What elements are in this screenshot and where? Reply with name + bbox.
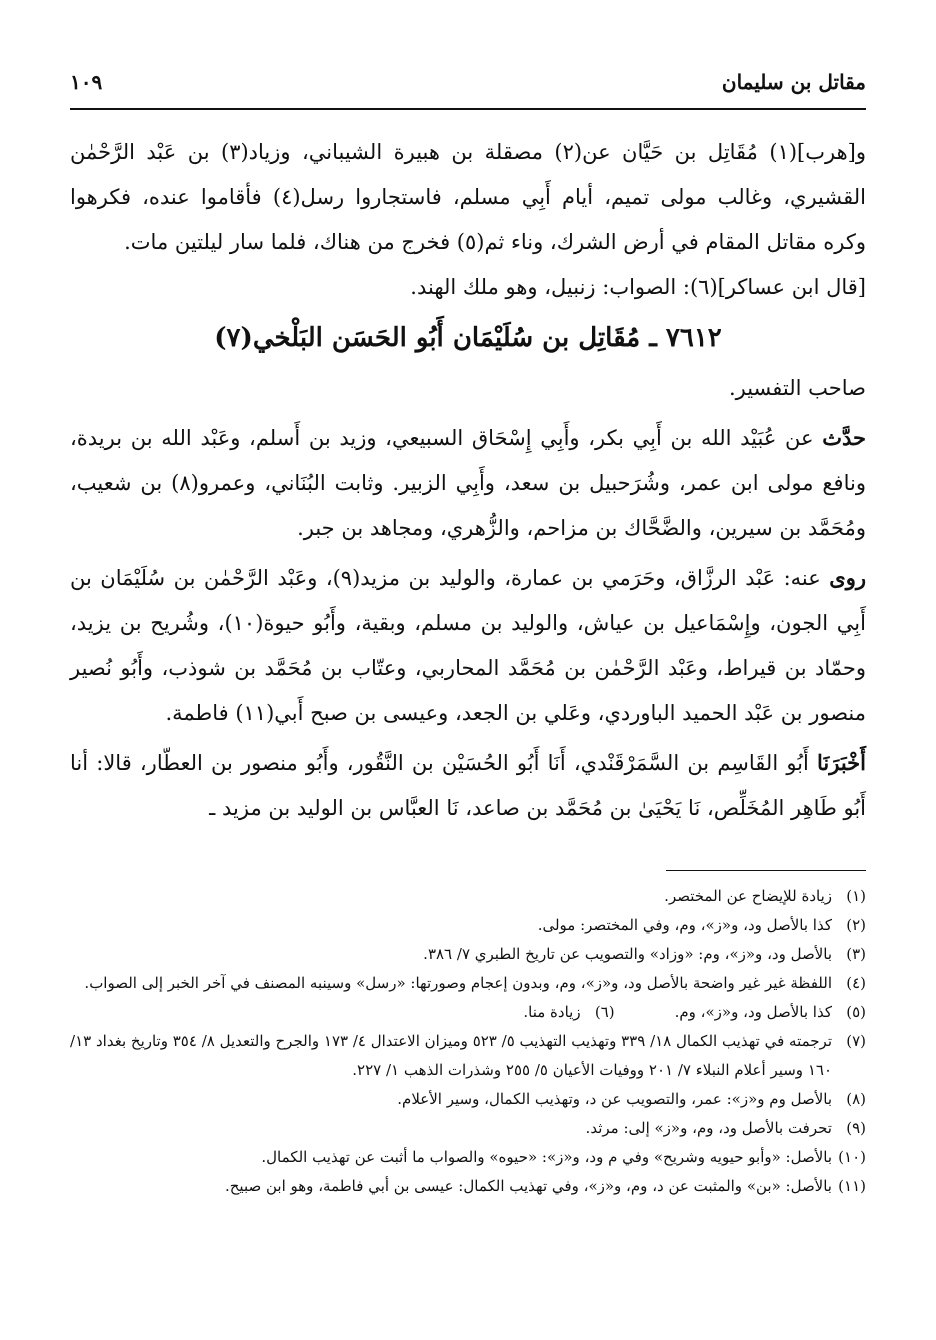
footnote-number: (١٠): [838, 1148, 866, 1166]
footnote-6: [523, 998, 614, 1027]
footnote-text: تحرفت بالأصل ود، وم، و«ز» إلى: مرثد.: [585, 1119, 832, 1137]
narrators-text: عنه: عَبْد الرزَّاق، وحَرَمي بن عمارة، والوليد بن مزيد(٩)، وعَبْد الرَّحْمٰن بن سُلَيْمَان بن أَبِي الجون، وإِسْمَاعيل بن عياش، والوليد بن مسلم، وبقية، وأَبُو حيوة(١٠)، وشُريح بن يزيد، وحمّاد بن قيراط، وعَبْد الرَّحْمٰن بن مُحَمَّد المحاربي، وعتّاب بن مُحَمَّد بن شوذب، وأَبُو نُصير منصور بن عَبْد الحميد الباوردي، وعَلي بن الجعد، وعيسى بن صبح أَبي(١١) فاطمة.: [70, 566, 866, 725]
isnad-text: أَبُو القَاسِم بن السَّمَرْقَنْدي، أَنَا أَبُو الحُسَيْن بن النَّقُور، وأَبُو منصور بن العطّار، قالا: أنا أَبُو طَاهِر المُخَلِّص، نَا يَحْيَىٰ بن مُحَمَّد بن صاعد، نَا العبَّاس بن الوليد بن مزيد ـ: [70, 751, 866, 820]
entry-title: ٧٦١٢ ـ مُقَاتِل بن سُلَيْمَان أَبُو الحَسَن البَلْخي(٧): [214, 323, 722, 353]
lead-word-akhbarana: أَخْبَرَنَا: [817, 750, 866, 775]
footnote-number: (٥): [846, 1003, 866, 1021]
footnote-text: بالأصل: «وأبو حيويه وشريح» وفي م ود، و«ز»: «حيوه» والصواب ما أثبت عن تهذيب الكمال.: [261, 1148, 832, 1166]
page-number: ١٠٩: [70, 70, 103, 94]
footnote-text: زيادة للإيضاح عن المختصر.: [664, 887, 832, 905]
footnote-text: ترجمته في تهذيب الكمال ١٨/ ٣٣٩ وتهذيب التهذيب ٥/ ٥٢٣ وميزان الاعتدال ٤/ ١٧٣ والجرح والتعديل ٨/ ٣٥٤ وتاريخ بغداد ١٣/ ١٦٠ وسير أعلام النبلاء ٧/ ٢٠١ ووفيات الأعيان ٥/ ٢٥٥ وشذرات الذهب ١/ ٢٢٧.: [70, 1032, 832, 1079]
footnote-2: [70, 911, 866, 940]
paragraph-narrators: [70, 555, 866, 736]
book-title: مقاتل بن سليمان: [721, 70, 866, 94]
header-rule: [70, 108, 866, 110]
main-text: [70, 130, 866, 831]
footnote-text: بالأصل ود، و«ز»، وم: «وزاد» والتصويب عن تاريخ الطبري ٧/ ٣٨٦.: [423, 945, 832, 963]
paragraph-narrated-from: [70, 415, 866, 551]
paragraph-ibn-asakir-note: [قال ابن عساكر](٦): الصواب: زنبيل، وهو ملك الهند.: [410, 275, 866, 299]
footnote-10: [70, 1143, 866, 1172]
footnote-pair-5-6: [70, 998, 866, 1027]
footnote-number: (٤): [846, 974, 866, 992]
footnote-text: كذا بالأصل ود، و«ز»، وم، وفي المختصر: مولى.: [537, 916, 832, 934]
footnote-number: (٢): [846, 916, 866, 934]
lead-word-haddath: حدَّث: [822, 425, 866, 450]
footnote-text: بالأصل وم و«ز»: عمر، والتصويب عن د، وتهذيب الكمال، وسير الأعلام.: [397, 1090, 832, 1108]
running-header: [70, 62, 866, 102]
footnote-rule: [666, 870, 866, 871]
footnote-text: بالأصل: «بن» والمثبت عن د، وم، و«ز»، وفي تهذيب الكمال: عيسى بن أبي فاطمة، وهو ابن صبيح.: [224, 1177, 832, 1195]
narrated-from-text: عن عُبَيْد الله بن أَبِي بكر، وأَبِي إِسْحَاق السبيعي، وزيد بن أَسلم، وعَبْد الله بن بريدة، ونافع مولى ابن عمر، وشُرَحبيل بن سعد، وأَبِي الزبير. وثابت البُنَاني، وعمرو(٨) بن شعيب، ومُحَمَّد بن سيرين، والضَّحَّاك بن مزاحم، والزُّهري، ومجاهد بن جبر.: [70, 426, 866, 540]
footnote-number: (٩): [846, 1119, 866, 1137]
footnote-7: [70, 1027, 866, 1085]
footnote-number: (١١): [838, 1177, 866, 1195]
paragraph-isnad: [70, 740, 866, 831]
footnote-11: [70, 1172, 866, 1201]
footnotes: [70, 882, 866, 1201]
footnote-1: [70, 882, 866, 911]
footnote-9: [70, 1114, 866, 1143]
paragraph-description: صاحب التفسير.: [728, 376, 866, 400]
footnote-8: [70, 1085, 866, 1114]
footnote-4: [70, 969, 866, 998]
footnote-number: (٦): [594, 1003, 615, 1021]
lead-word-rawa: روى: [829, 565, 866, 590]
footnote-text: كذا بالأصل ود، و«ز»، وم.: [674, 1003, 832, 1021]
footnote-number: (٨): [846, 1090, 866, 1108]
footnote-text: اللفظة غير غير واضحة بالأصل ود، و«ز»، وم، وبدون إعجام وصورتها: «رسل» وسينبه المصنف في آخر الخبر إلى الصواب.: [84, 974, 832, 992]
paragraph-flight: و[هرب](١) مُقَاتِل بن حَيَّان عن(٢) مصقلة بن هبيرة الشيباني، وزياد(٣) بن عَبْد الرَّحْمٰن القشيري، وغالب مولى تميم، أيام أَبِي مسلم، فاستجاروا رسل(٤) فأقاموا عنده، فكرهوا وكره مقاتل المقام في أرض الشرك، وناء ثم(٥) فخرج من هناك، فلما سار ليلتين مات.: [70, 140, 867, 254]
footnote-number: (١): [846, 887, 866, 905]
footnote-number: (٧): [846, 1032, 866, 1050]
footnote-number: (٣): [846, 945, 866, 963]
footnote-text: زيادة منا.: [523, 1003, 581, 1021]
footnote-5: [675, 998, 866, 1027]
footnote-3: [70, 940, 866, 969]
